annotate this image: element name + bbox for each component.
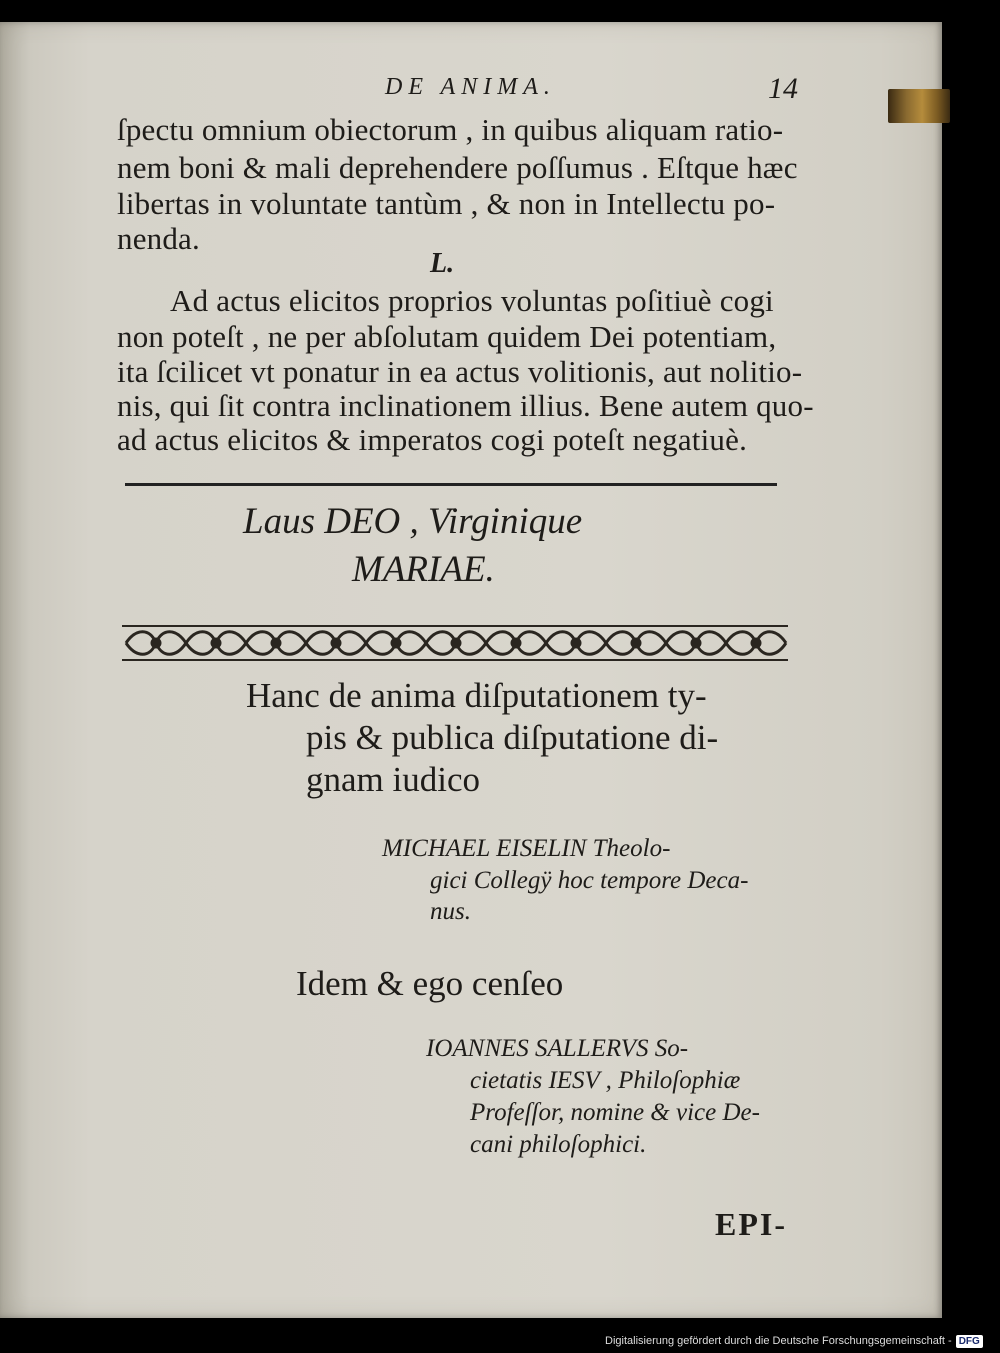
approval-line: gnam iudico (306, 760, 480, 799)
paragraph-line: ſpectu omnium obiectorum , in quibus aliquam ratio- (117, 112, 784, 147)
signature-line: nus. (430, 898, 471, 925)
footer-text: Digitalisierung gefördert durch die Deutsche Forschungsgemeinschaft - (605, 1335, 952, 1347)
approval-line: pis & publica diſputatione di- (306, 718, 719, 757)
horizontal-rule (125, 483, 777, 486)
approval-line: Idem & ego cenſeo (296, 964, 564, 1003)
laus-line: Laus DEO , Virginique (243, 501, 583, 542)
dfg-logo-icon: DFG (956, 1335, 983, 1348)
running-title: DE ANIMA. (385, 74, 556, 100)
section-heading: L. (430, 248, 455, 279)
paragraph-line: ita ſcilicet vt ponatur in ea actus volitionis, aut nolitio- (117, 354, 803, 389)
catchword: EPI- (715, 1206, 787, 1242)
signature-line: IOANNES SALLERVS So- (426, 1035, 689, 1062)
paragraph-line: nem boni & mali deprehendere poſſumus . Eſtque hæc (117, 150, 798, 185)
signature-line: gici Collegÿ hoc tempore Deca- (430, 867, 749, 894)
signature-line: Profeſſor, nomine & vice De- (470, 1099, 760, 1126)
page-number: 14 (768, 72, 798, 105)
page-tab-marker (888, 89, 950, 123)
approval-line: Hanc de anima diſputationem ty- (246, 676, 707, 715)
signature-line: cani philoſophici. (470, 1131, 647, 1158)
signature-line: cietatis IESV , Philoſophiæ (470, 1067, 741, 1094)
paragraph-line: nenda. (117, 221, 200, 256)
decorative-ornament-band (120, 620, 790, 666)
paragraph-line: libertas in voluntate tantùm , & non in Intellectu po- (117, 186, 776, 221)
paragraph-line: Ad actus elicitos proprios voluntas poſitiuè cogi (170, 283, 774, 318)
paragraph-line: nis, qui ſit contra inclinationem illius. Bene autem quo- (117, 388, 814, 423)
signature-line: MICHAEL EISELIN Theolo- (382, 835, 671, 862)
paragraph-line: non poteſt , ne per abſolutam quidem Dei potentiam, (117, 319, 777, 354)
footer-credit (605, 1335, 983, 1348)
laus-line: MARIAE. (352, 549, 495, 590)
paragraph-line: ad actus elicitos & imperatos cogi poteſt negatiuè. (117, 422, 748, 457)
